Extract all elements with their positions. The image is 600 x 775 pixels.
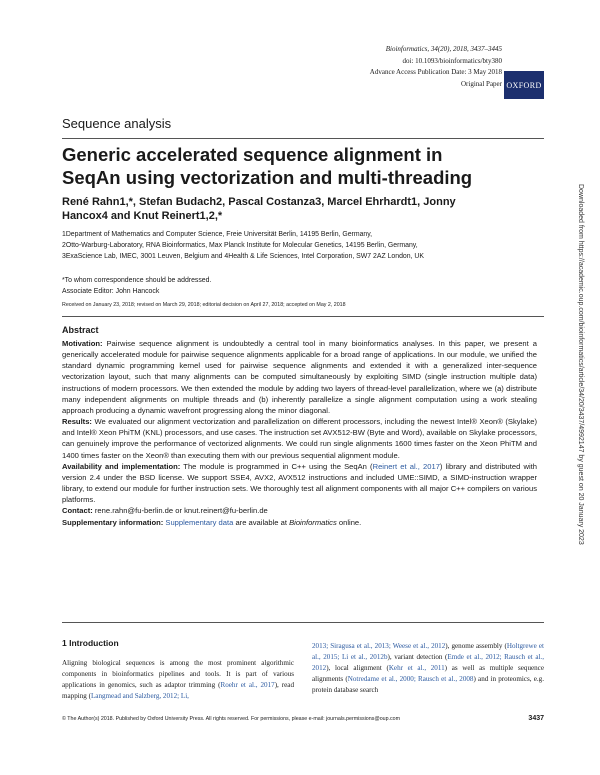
results-text: We evaluated our alignment vectorization and parallelization on different processors, including the newest Intel® Xeon® (Skylake) and Intel® Xeon PhiTM (KNL) processors, and use cases. The instruction set AVX512-BW (Byte and Word), available on Skylake processors, can genuinely improve the performance of vectorized alignments. We could run single alignments 1600 times faster on the Xeon PhiTM and 1400 times faster on the Xeon® than executing them with our previous sequential alignment module. [62, 417, 537, 460]
supplementary-journal: Bioinformatics [289, 517, 337, 527]
intro-column-right [312, 641, 544, 696]
divider-middle [62, 316, 544, 317]
correspondence-block [62, 275, 211, 297]
submission-dates: Received on January 23, 2018; revised on March 29, 2018; editorial decision on April 27, 2018; accepted on May 2, 2018 [62, 302, 346, 308]
copyright-footer: © The Author(s) 2018. Published by Oxford University Press. All rights reserved. For permissions, please e-mail: journals.permissions@oup.com [62, 716, 401, 722]
introduction-heading: 1 Introduction [62, 638, 119, 648]
article-type: Original Paper [460, 79, 502, 88]
abstract-body [62, 338, 537, 528]
intro-column-left [62, 658, 294, 702]
intro-col2-text-5: ) and in proteomics, e.g. protein database search [312, 675, 544, 695]
section-label: Sequence analysis [62, 116, 172, 131]
author-list: René Rahn1,*, Stefan Budach2, Pascal Costanza3, Marcel Ehrhardt1, Jonny Hancox4 and Knut Reinert1,2,* [62, 196, 456, 222]
doi[interactable]: doi: 10.1093/bioinformatics/bty380 [402, 56, 502, 65]
holtgrewe-reference-link[interactable]: Holtgrewe et al., 2015; Li et al., 2012b [312, 642, 544, 662]
page-number: 3437 [528, 715, 544, 722]
availability-label: Availability and implementation: [62, 461, 181, 471]
abstract-results [62, 416, 537, 461]
intro-col2-text-1: ), genome assembly ( [445, 642, 507, 650]
kehr-reference-link[interactable]: Kehr et al., 2011 [388, 664, 445, 673]
advance-access-date: Advance Access Publication Date: 3 May 2018 [369, 68, 502, 76]
motivation-text: Pairwise sequence alignment is undoubtedly a central tool in many bioinformatics analyses. In this paper, we present a generically accelerated module for pairwise sequence alignments applicable for a broad range of applications. In our module, we unified the standard dynamic programming kernel used for pairwise sequence alignments and extended it with a generalized inter-sequence vectorization layout, such that many alignments can be computed simultaneously by exploiting SIMD (single instruction multiple data) instructions of modern processors. We then extended the module by adding two layers of thread-level parallelization, where we (a) distribute many independent alignments on multiple threads and (b) inherently parallelize a single alignment computation using a work stealing approach producing a dynamic wavefront progressing along the minor diagonal. [62, 339, 537, 415]
reinert-reference-link[interactable]: Reinert et al., 2017 [372, 461, 440, 471]
associate-editor: Associate Editor: John Hancock [62, 288, 160, 295]
supplementary-text-1: are available at [233, 517, 290, 527]
affiliation-1: 1Department of Mathematics and Computer Science, Freie Universität Berlin, 14195 Berlin, Germany, [62, 231, 373, 238]
supplementary-label: Supplementary information: [62, 517, 164, 527]
abstract-motivation [62, 338, 537, 416]
contact-emails[interactable]: rene.rahn@fu-berlin.de or knut.reinert@fu-berlin.de [92, 506, 268, 516]
results-label: Results: [62, 417, 92, 427]
supplementary-text-2: online. [336, 517, 362, 527]
intro-paragraph-continued [312, 641, 544, 696]
emde-rausch-reference-link[interactable]: Emde et al., 2012; Rausch et al., 2012 [312, 653, 544, 673]
intro-col2-text-3: ), local alignment ( [326, 664, 389, 673]
availability-text-1: The module is programmed in C++ using the SeqAn ( [180, 461, 373, 471]
intro-text-2: ), read mapping ( [62, 681, 294, 701]
availability-text-2: ) library and distributed with version 2.4 under the BSD license. We support SSE4, AVX2, AVX512 instructions and included UME::SIMD, a SIMD-instruction wrapper library, to extend our module for further instruction sets. We thoroughly test all alignment components with all major C++ compilers on various platforms. [62, 461, 537, 505]
intro-text-1: Aligning biological sequences is among the most prominent algorithmic components in bioinformatics pipelines and tools. It is part of various applications in genomics, such as adaptor trimming ( [62, 659, 294, 690]
intro-col2-text-2: ), variant detection ( [387, 653, 448, 662]
oxford-logo-text: OXFORD [506, 80, 542, 90]
contact-label: Contact: [62, 506, 93, 516]
oxford-logo [504, 71, 544, 99]
affiliation-3: 3ExaScience Lab, IMEC, 3001 Leuven, Belgium and 4Health & Life Sciences, Intel Corporation, SW7 2AZ London, UK [62, 253, 424, 261]
abstract-heading: Abstract [62, 325, 99, 335]
paper-title: Generic accelerated sequence alignment in SeqAn using vectorization and multi-threading [62, 144, 473, 188]
intro-paragraph [62, 658, 294, 702]
li-siragusa-weese-reference-link[interactable]: 2013; Siragusa et al., 2013; Weese et al., 2012 [312, 642, 446, 650]
journal-metadata [370, 44, 502, 90]
abstract-supplementary [62, 517, 537, 528]
journal-citation: Bioinformatics, 34(20), 2018, 3437–3445 [385, 45, 502, 53]
roehr-reference-link[interactable]: Roehr et al., 2017 [220, 681, 275, 690]
affiliation-2: 2Otto-Warburg-Laboratory, RNA Bioinformatics, Max Planck Institute for Molecular Genetics, 14195 Berlin, Germany, [62, 242, 418, 250]
divider-bottom [62, 622, 544, 623]
correspondence-note: *To whom correspondence should be addressed. [62, 277, 212, 284]
motivation-label: Motivation: [62, 339, 103, 348]
abstract-contact [62, 505, 537, 516]
abstract-availability [62, 461, 537, 506]
affiliations [62, 229, 532, 263]
notredame-rausch-reference-link[interactable]: Notredame et al., 2000; Rausch et al., 2008 [347, 675, 474, 684]
divider-top [62, 138, 544, 139]
download-sidebar-text[interactable]: Downloaded from https://academic.oup.com/bioinformatics/article/34/20/3437/4992147 by guest on 20 January 2023 [577, 184, 584, 545]
langmead-reference-link[interactable]: Langmead and Salzberg, 2012; Li, [90, 692, 189, 701]
supplementary-data-link[interactable]: Supplementary data [163, 517, 234, 527]
download-sidebar [576, 184, 584, 584]
intro-col2-text-4: ) as well as multiple sequence alignments ( [312, 664, 544, 684]
